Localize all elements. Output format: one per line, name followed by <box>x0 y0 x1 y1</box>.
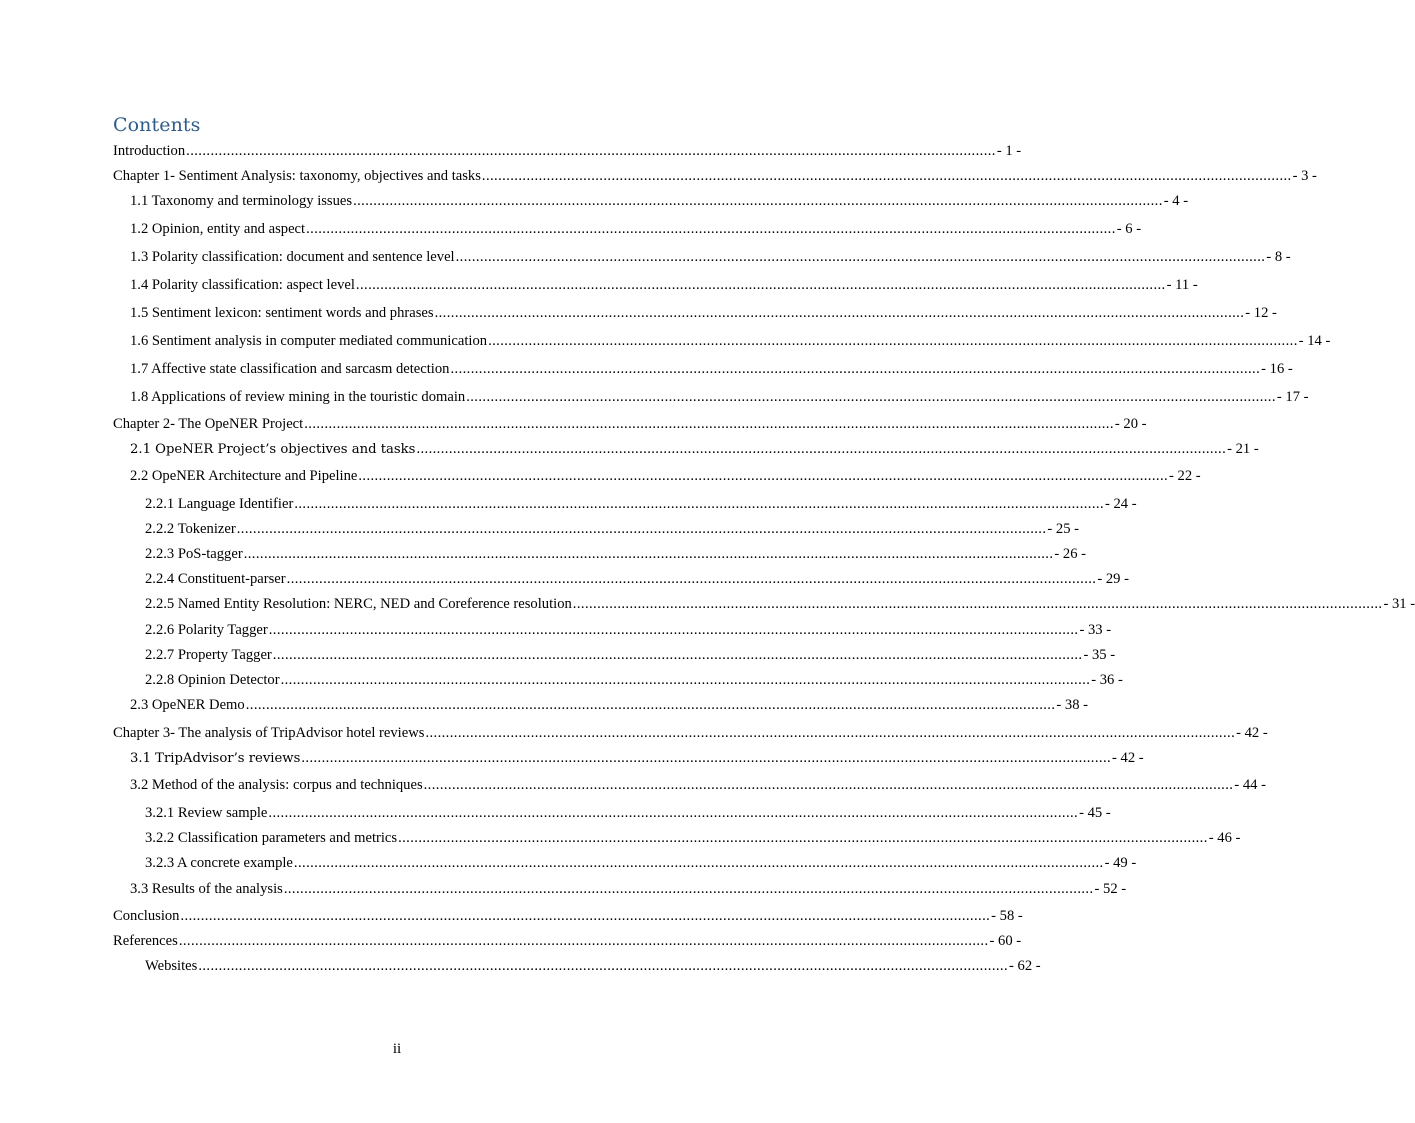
toc-entry-page: - 22 - <box>1169 468 1201 484</box>
toc-entry[interactable] <box>130 467 1201 485</box>
toc-entry-page: - 29 - <box>1097 571 1129 587</box>
toc-entry-label: 1.5 Sentiment lexicon: sentiment words and phrases <box>130 305 434 321</box>
dot-leader: ........................................................................................................................................................................................................ <box>236 521 1047 537</box>
toc-entry-page: - 4 - <box>1163 193 1189 209</box>
toc-entry-label: 3.2.2 Classification parameters and metrics <box>145 830 398 846</box>
toc-entry-label: 2.2.2 Tokenizer <box>145 521 236 537</box>
toc-entry-page: - 1 - <box>996 143 1022 159</box>
toc-entry-page: - 3 - <box>1292 168 1317 184</box>
toc-entry[interactable] <box>130 749 1144 768</box>
dot-leader: ........................................................................................................................................................................................................ <box>572 596 1383 612</box>
toc-entry-label: Websites <box>145 958 198 974</box>
toc-entry[interactable] <box>113 142 1022 160</box>
toc-entry-page: - 25 - <box>1047 521 1080 537</box>
toc-entry-page: - 33 - <box>1079 622 1112 638</box>
dot-leader: ........................................................................................................................................................................................................ <box>180 908 991 924</box>
toc-entry-page: - 20 - <box>1114 416 1147 432</box>
toc-entry-page: - 16 - <box>1261 361 1293 377</box>
toc-entry-page: - 38 - <box>1056 697 1089 713</box>
dot-leader: ........................................................................................................................................................................................................ <box>488 333 1298 349</box>
dot-leader: ........................................................................................................................................................................................................ <box>198 958 1009 974</box>
dot-leader: ........................................................................................................................................................................................................ <box>286 571 1097 587</box>
dot-leader: ........................................................................................................................................................................................................ <box>306 221 1116 237</box>
toc-entry-label: 3.1 TripAdvisor’s reviews <box>130 751 301 766</box>
toc-entry[interactable] <box>130 220 1142 238</box>
toc-entry-page: - 14 - <box>1298 333 1331 349</box>
toc-entry[interactable] <box>145 646 1116 664</box>
dot-leader: ........................................................................................................................................................................................................ <box>353 193 1163 209</box>
dot-leader: ........................................................................................................................................................................................................ <box>425 725 1236 741</box>
toc-entry[interactable] <box>130 388 1309 406</box>
toc-entry[interactable] <box>130 880 1127 898</box>
toc-entry-page: - 35 - <box>1083 647 1116 663</box>
toc-entry-page: - 11 - <box>1166 277 1198 293</box>
toc-entry-page: - 46 - <box>1208 830 1241 846</box>
toc-entry-page: - 52 - <box>1094 881 1127 897</box>
page-number: ii <box>392 1041 402 1057</box>
dot-leader: ........................................................................................................................................................................................................ <box>280 672 1091 688</box>
toc-entry[interactable] <box>145 804 1111 822</box>
toc-entry-page: - 42 - <box>1112 750 1144 766</box>
toc-entry-label: Introduction <box>113 143 186 159</box>
toc-entry[interactable] <box>113 932 1022 950</box>
toc-entry-label: 1.4 Polarity classification: aspect level <box>130 277 355 293</box>
toc-entry-page: - 62 - <box>1009 958 1041 974</box>
toc-entry-page: - 31 - <box>1383 596 1415 612</box>
toc-entry[interactable] <box>130 776 1266 794</box>
toc-entry[interactable] <box>145 495 1137 513</box>
toc-entry-label: 3.3 Results of the analysis <box>130 881 283 897</box>
toc-entry-label: 2.2.4 Constituent-parser <box>145 571 286 587</box>
dot-leader: ........................................................................................................................................................................................................ <box>416 441 1227 457</box>
dot-leader: ........................................................................................................................................................................................................ <box>294 496 1104 512</box>
toc-entry-page: - 17 - <box>1276 389 1309 405</box>
toc-entry-label: 1.2 Opinion, entity and aspect <box>130 221 306 237</box>
dot-leader: ........................................................................................................................................................................................................ <box>293 855 1104 871</box>
toc-entry[interactable] <box>145 570 1129 588</box>
toc-entry-label: 2.2 OpeNER Architecture and Pipeline <box>130 468 358 484</box>
toc-entry[interactable] <box>130 440 1259 459</box>
dot-leader: ........................................................................................................................................................................................................ <box>355 277 1166 293</box>
toc-entry[interactable] <box>145 545 1087 563</box>
toc-entry-label: Chapter 2- The OpeNER Project <box>113 416 304 432</box>
toc-entry[interactable] <box>113 415 1147 433</box>
toc-entry-page: - 42 - <box>1236 725 1268 741</box>
toc-entry-page: - 58 - <box>991 908 1023 924</box>
page-title: Contents <box>113 114 201 136</box>
toc-entry-page: - 21 - <box>1227 441 1259 457</box>
toc-entry[interactable] <box>130 360 1293 378</box>
toc-entry-label: Chapter 3- The analysis of TripAdvisor hotel reviews <box>113 725 425 741</box>
dot-leader: ........................................................................................................................................................................................................ <box>245 697 1056 713</box>
toc-entry-label: 2.1 OpeNER Project’s objectives and tasks <box>130 442 416 457</box>
toc-entry[interactable] <box>145 621 1112 639</box>
toc-entry[interactable] <box>130 192 1189 210</box>
toc-entry[interactable] <box>145 671 1123 689</box>
toc-entry-label: Conclusion <box>113 908 180 924</box>
dot-leader: ........................................................................................................................................................................................................ <box>450 361 1261 377</box>
toc-entry[interactable] <box>130 332 1331 350</box>
toc-entry-label: 3.2.1 Review sample <box>145 805 268 821</box>
toc-entry-label: 1.6 Sentiment analysis in computer mediated communication <box>130 333 488 349</box>
dot-leader: ........................................................................................................................................................................................................ <box>301 750 1112 766</box>
toc-entry[interactable] <box>130 276 1198 294</box>
toc-entry[interactable] <box>145 957 1041 975</box>
dot-leader: ........................................................................................................................................................................................................ <box>466 389 1276 405</box>
toc-entry[interactable] <box>130 696 1089 714</box>
toc-entry-label: 1.7 Affective state classification and sarcasm detection <box>130 361 450 377</box>
toc-entry-page: - 12 - <box>1245 305 1277 321</box>
toc-entry[interactable] <box>145 595 1415 613</box>
dot-leader: ........................................................................................................................................................................................................ <box>272 647 1083 663</box>
toc-entry-page: - 60 - <box>989 933 1022 949</box>
toc-entry-page: - 44 - <box>1234 777 1266 793</box>
toc-entry-label: 1.8 Applications of review mining in the touristic domain <box>130 389 466 405</box>
toc-entry[interactable] <box>145 829 1241 847</box>
toc-entry-label: References <box>113 933 178 949</box>
toc-entry-label: 1.1 Taxonomy and terminology issues <box>130 193 353 209</box>
toc-entry-page: - 6 - <box>1116 221 1142 237</box>
dot-leader: ........................................................................................................................................................................................................ <box>268 622 1079 638</box>
dot-leader: ........................................................................................................................................................................................................ <box>455 249 1266 265</box>
dot-leader: ........................................................................................................................................................................................................ <box>304 416 1114 432</box>
dot-leader: ........................................................................................................................................................................................................ <box>398 830 1208 846</box>
toc-entry-label: 1.3 Polarity classification: document and sentence level <box>130 249 455 265</box>
dot-leader: ........................................................................................................................................................................................................ <box>434 305 1245 321</box>
dot-leader: ........................................................................................................................................................................................................ <box>268 805 1079 821</box>
dot-leader: ........................................................................................................................................................................................................ <box>186 143 996 159</box>
toc-entry-label: 2.3 OpeNER Demo <box>130 697 245 713</box>
toc-entry-page: - 8 - <box>1266 249 1291 265</box>
toc-entry[interactable] <box>113 167 1317 185</box>
toc-entry[interactable] <box>130 248 1291 266</box>
dot-leader: ........................................................................................................................................................................................................ <box>481 168 1292 184</box>
toc-entry-page: - 24 - <box>1105 496 1137 512</box>
dot-leader: ........................................................................................................................................................................................................ <box>358 468 1169 484</box>
toc-entry-page: - 36 - <box>1091 672 1123 688</box>
toc-entry-label: Chapter 1- Sentiment Analysis: taxonomy, objectives and tasks <box>113 168 481 184</box>
toc-entry[interactable] <box>130 304 1277 322</box>
toc-entry-page: - 45 - <box>1079 805 1111 821</box>
toc-entry-page: - 49 - <box>1104 855 1137 871</box>
toc-entry[interactable] <box>145 520 1080 538</box>
toc-entry-label: 2.2.1 Language Identifier <box>145 496 294 512</box>
toc-entry-label: 2.2.7 Property Tagger <box>145 647 272 663</box>
dot-leader: ........................................................................................................................................................................................................ <box>178 933 989 949</box>
dot-leader: ........................................................................................................................................................................................................ <box>283 881 1094 897</box>
toc-entry-page: - 26 - <box>1054 546 1087 562</box>
dot-leader: ........................................................................................................................................................................................................ <box>243 546 1054 562</box>
dot-leader: ........................................................................................................................................................................................................ <box>423 777 1234 793</box>
toc-entry-label: 3.2.3 A concrete example <box>145 855 293 871</box>
toc-entry-label: 2.2.8 Opinion Detector <box>145 672 280 688</box>
toc-entry[interactable] <box>145 854 1137 872</box>
toc-entry[interactable] <box>113 724 1268 742</box>
toc-entry-label: 2.2.3 PoS-tagger <box>145 546 243 562</box>
toc-entry-label: 2.2.5 Named Entity Resolution: NERC, NED and Coreference resolution <box>145 596 572 612</box>
toc-entry-label: 2.2.6 Polarity Tagger <box>145 622 268 638</box>
toc-entry[interactable] <box>113 907 1023 925</box>
toc-entry-label: 3.2 Method of the analysis: corpus and techniques <box>130 777 423 793</box>
